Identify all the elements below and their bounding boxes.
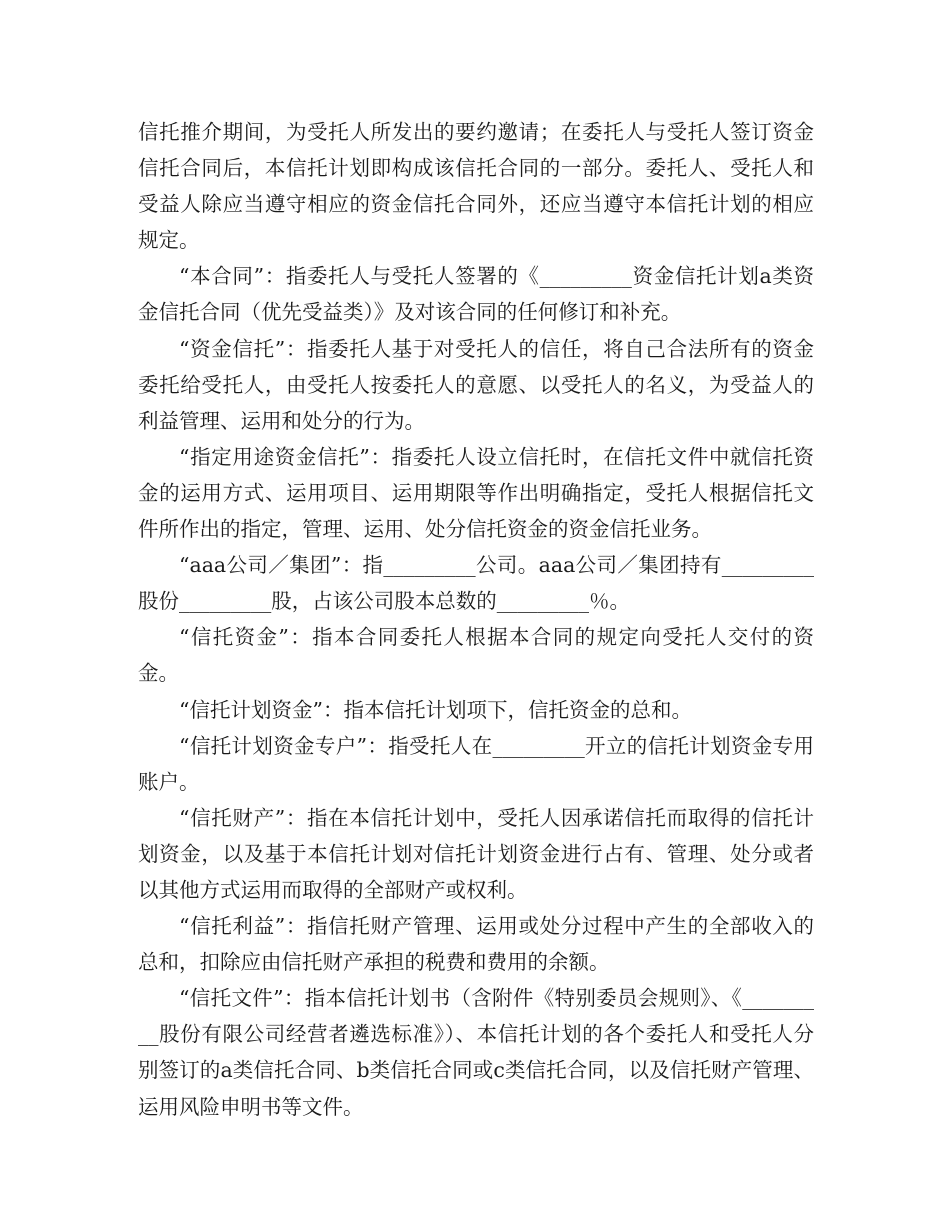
paragraph-definition-aaa-company: “aaa公司／集团”：指_________公司。aaa公司／集团持有_________股份_________股，占该公司股本总数的_________％。 [138,553,814,614]
paragraph-definition-trust-documents: “信托文件”：指本信托计划书（含附件《特别委员会规则》、《_________股份有限公司经营者遴选标准》）、本信托计划的各个委托人和受托人分别签订的a类信托合同、b类信托合同或c类信托合同，以及信托财产管理、运用风险申明书等文件。 [138,986,814,1119]
paragraph-definition-designated-trust: “指定用途资金信托”：指委托人设立信托时，在信托文件中就信托资金的运用方式、运用项目、运用期限等作出明确指定，受托人根据信托文件所作出的指定，管理、运用、处分信托资金的资金信托业务。 [138,444,814,542]
paragraph-definition-trust-property: “信托财产”：指在本信托计划中，受托人因承诺信托而取得的信托计划资金，以及基于本信托计划对信托计划资金进行占有、管理、处分或者以其他方式运用而取得的全部财产或权利。 [138,805,814,902]
paragraph-definition-plan-funds: “信托计划资金”：指本信托计划项下，信托资金的总和。 [179,697,692,722]
paragraph-definition-fund-trust: “资金信托”：指委托人基于对受托人的信任，将自己合法所有的资金委托给受托人，由受托人按委托人的意愿、以受托人的名义，为受益人的利益管理、运用和处分的行为。 [138,336,814,433]
paragraph-continuation: 信托推介期间，为受托人所发出的要约邀请；在委托人与受托人签订资金信托合同后，本信托计划即构成该信托合同的一部分。委托人、受托人和受益人除应当遵守相应的资金信托合同外，还应当遵守本信托计划的相应规定。 [138,120,814,253]
paragraph-definition-plan-account: “信托计划资金专户”：指受托人在_________开立的信托计划资金专用账户。 [138,733,814,794]
paragraph-definition-trust-benefit: “信托利益”：指信托财产管理、运用或处分过程中产生的全部收入的总和，扣除应由信托财产承担的税费和费用的余额。 [138,914,814,975]
paragraph-definition-contract: “本合同”：指委托人与受托人签署的《_________资金信托计划a类资金信托合同（优先受益类）》及对该合同的任何修订和补充。 [138,264,814,325]
paragraph-definition-trust-funds: “信托资金”：指本合同委托人根据本合同的规定向受托人交付的资金。 [138,625,814,686]
document-body [138,114,814,1125]
